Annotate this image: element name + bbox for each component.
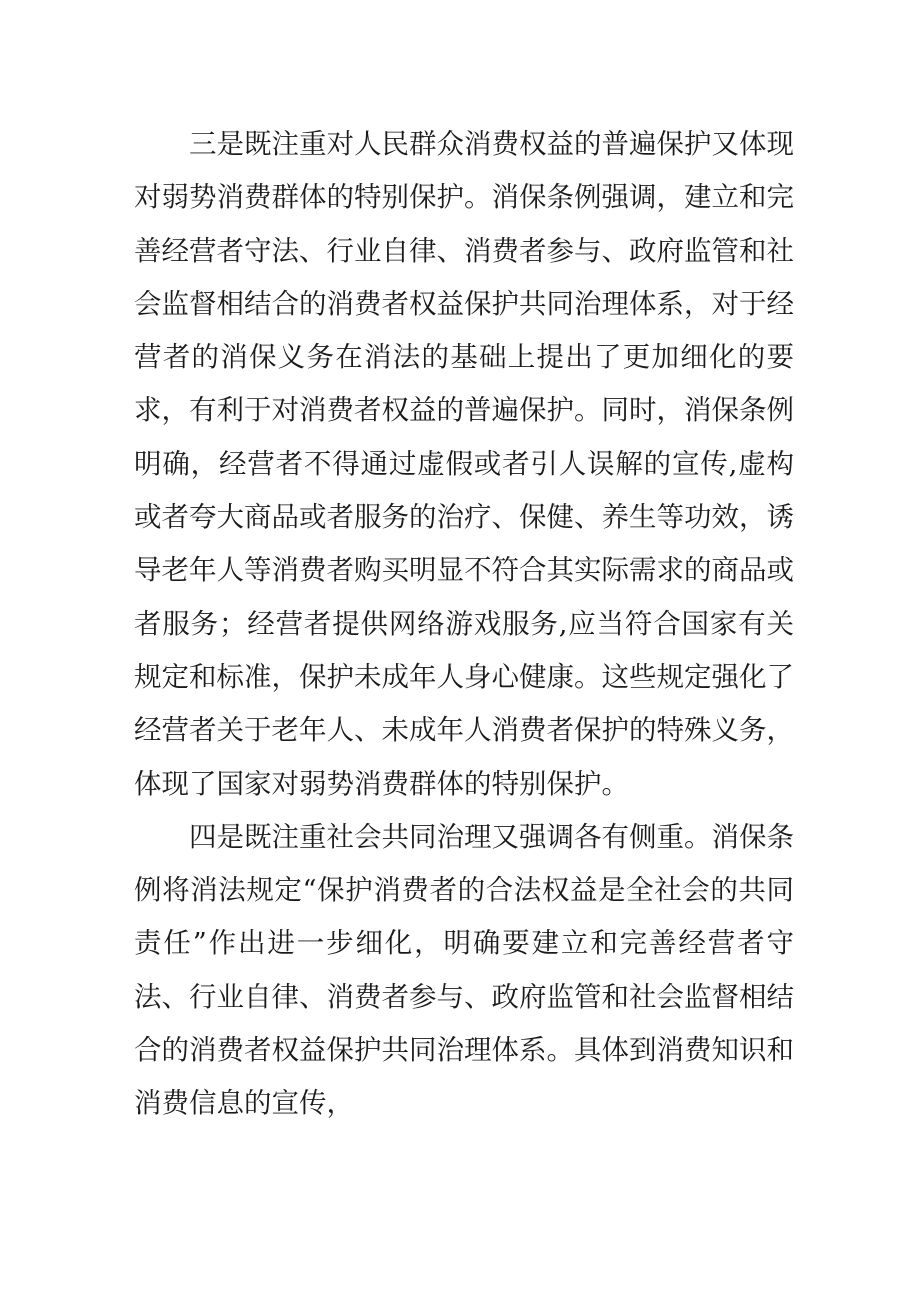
paragraph-three: 三是既注重对人民群众消费权益的普遍保护又体现对弱势消费群体的特别保护。消保条例强调，建立和完善经营者守法、行业自律、消费者参与、政府监管和社会监督相结合的消费者权益保护共同治理体系，对于经营者的消保义务在消法的基础上提出了更加细化的要求，有利于对消费者权益的普遍保护。同时，消保条例明确，经营者不得通过虚假或者引人误解的宣传,虚构或者夸大商品或者服务的治疗、保健、养生等功效，诱导老年人等消费者购买明显不符合其实际需求的商品或者服务；经营者提供网络游戏服务,应当符合国家有关规定和标准，保护未成年人身心健康。这些规定强化了经营者关于老年人、未成年人消费者保护的特殊义务，体现了国家对弱势消费群体的特别保护。	[134, 128, 794, 800]
document-body	[134, 118, 794, 1131]
paragraph-four: 四是既注重社会共同治理又强调各有侧重。消保条例将消法规定“保护消费者的合法权益是全社会的共同责任”作出进一步细化，明确要建立和完善经营者守法、行业自律、消费者参与、政府监管和社会监督相结合的消费者权益保护共同治理体系。具体到消费知识和消费信息的宣传，	[134, 820, 794, 1120]
